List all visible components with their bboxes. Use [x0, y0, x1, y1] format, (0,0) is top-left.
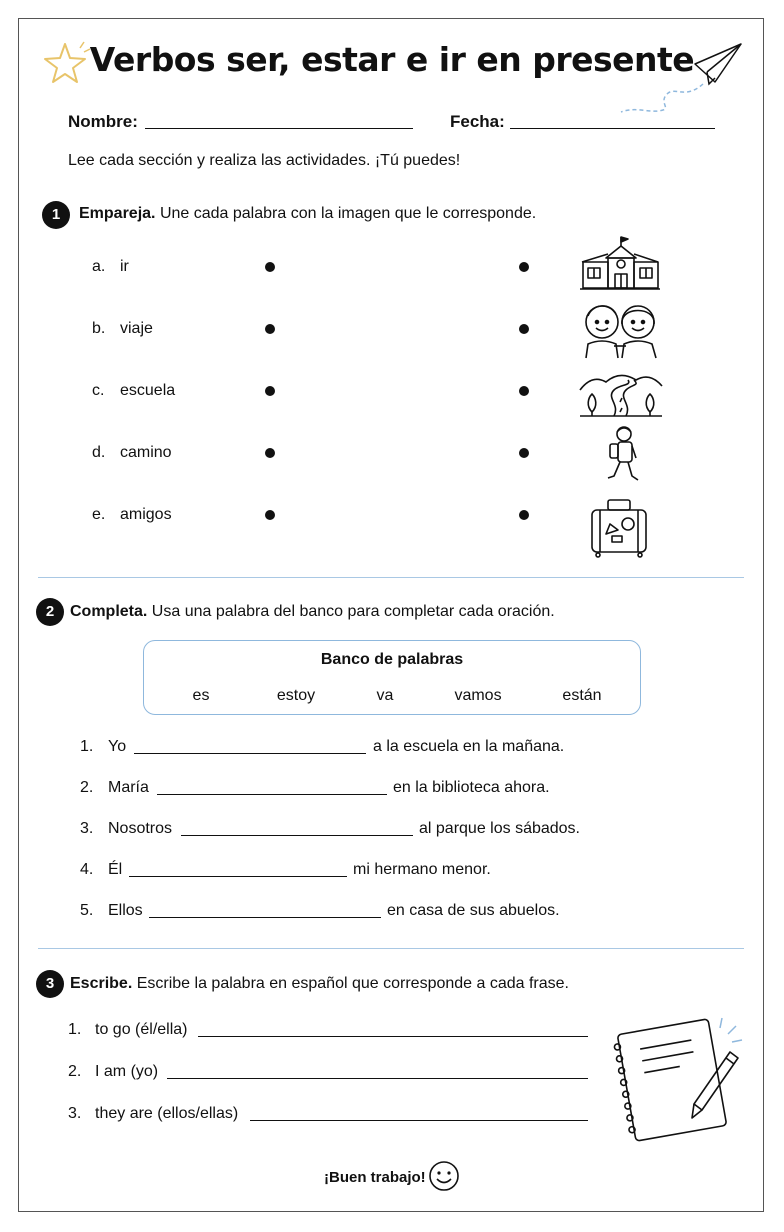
write-prompt: they are (ellos/ellas) [95, 1105, 239, 1122]
notebook-pencil-icon [612, 1012, 752, 1142]
match-dot-right[interactable] [519, 510, 529, 520]
word-bank-word: están [562, 687, 602, 704]
footer-text: ¡Buen trabajo! [324, 1169, 426, 1186]
match-dot-left[interactable] [265, 510, 275, 520]
write-number: 3. [68, 1105, 82, 1122]
section-2-number: 2 [36, 598, 64, 626]
write-answer-line[interactable] [250, 1120, 588, 1121]
match-word: ir [120, 258, 129, 275]
match-dot-right[interactable] [519, 262, 529, 272]
write-answer-line[interactable] [198, 1036, 588, 1037]
section-3-header [70, 975, 569, 993]
road-icon [578, 368, 664, 420]
smiley-icon [428, 1160, 460, 1192]
write-number: 1. [68, 1021, 82, 1038]
sentence-blank[interactable] [149, 917, 381, 918]
match-word: camino [120, 444, 172, 461]
word-bank-word: es [192, 687, 210, 704]
match-dot-left[interactable] [265, 324, 275, 334]
suitcase-icon [588, 496, 652, 558]
sentence-blank[interactable] [157, 794, 387, 795]
sentence-end: en casa de sus abuelos. [387, 902, 560, 919]
sentence-number: 1. [80, 738, 94, 755]
sentence-end: al parque los sábados. [419, 820, 580, 837]
match-letter: e. [92, 506, 106, 523]
section-2-instructions: Usa una palabra del banco para completar cada oración. [151, 603, 555, 620]
paper-plane-icon [615, 40, 745, 120]
section-1-heading: Empareja. [79, 205, 156, 222]
sentence-end: en la biblioteca ahora. [393, 779, 550, 796]
write-prompt: to go (él/ella) [95, 1021, 188, 1038]
word-bank-word: vamos [454, 687, 502, 704]
match-word: viaje [120, 320, 153, 337]
sentence-end: a la escuela en la mañana. [373, 738, 565, 755]
match-letter: b. [92, 320, 106, 337]
word-bank-word: estoy [276, 687, 316, 704]
sentence-blank[interactable] [181, 835, 413, 836]
section-3-number: 3 [36, 970, 64, 998]
match-word: amigos [120, 506, 172, 523]
section-1-instructions: Une cada palabra con la imagen que le corresponde. [159, 205, 537, 222]
write-prompt: I am (yo) [95, 1063, 159, 1080]
sentence-number: 3. [80, 820, 94, 837]
sentence-start: Él [108, 861, 123, 878]
match-letter: a. [92, 258, 106, 275]
match-dot-right[interactable] [519, 324, 529, 334]
word-bank [143, 640, 641, 715]
section-2-heading: Completa. [70, 603, 148, 620]
section-1-number: 1 [42, 201, 70, 229]
write-number: 2. [68, 1063, 82, 1080]
match-letter: c. [92, 382, 105, 399]
sentence-start: Nosotros [108, 820, 173, 837]
section-divider [38, 577, 744, 578]
match-letter: d. [92, 444, 106, 461]
section-divider [38, 948, 744, 949]
match-dot-right[interactable] [519, 448, 529, 458]
sentence-start: María [108, 779, 149, 796]
date-label: Fecha: [450, 112, 505, 131]
section-3-instructions: Escribe la palabra en español que corresponde a cada frase. [136, 975, 569, 992]
sentence-blank[interactable] [129, 876, 347, 877]
date-field[interactable] [510, 128, 715, 129]
match-word: escuela [120, 382, 176, 399]
friends-icon [580, 298, 662, 360]
match-dot-left[interactable] [265, 386, 275, 396]
section-3-heading: Escribe. [70, 975, 133, 992]
page-title: Verbos ser, estar e ir en presente [89, 40, 695, 79]
walking-boy-icon [602, 424, 644, 488]
sentence-number: 5. [80, 902, 94, 919]
sentence-start: Ellos [108, 902, 143, 919]
school-icon [578, 234, 662, 292]
name-label: Nombre: [68, 112, 138, 131]
instructions: Lee cada sección y realiza las actividades. ¡Tú puedes! [68, 152, 461, 169]
match-dot-left[interactable] [265, 448, 275, 458]
sentence-number: 4. [80, 861, 94, 878]
sentence-number: 2. [80, 779, 94, 796]
word-bank-title: Banco de palabras [320, 651, 464, 668]
word-bank-word: va [376, 687, 394, 704]
match-dot-right[interactable] [519, 386, 529, 396]
match-dot-left[interactable] [265, 262, 275, 272]
sentence-start: Yo [108, 738, 127, 755]
write-answer-line[interactable] [167, 1078, 588, 1079]
name-field[interactable] [145, 128, 413, 129]
section-2-header [70, 603, 555, 621]
section-1-header [79, 205, 536, 223]
sentence-end: mi hermano menor. [353, 861, 491, 878]
sentence-blank[interactable] [134, 753, 366, 754]
